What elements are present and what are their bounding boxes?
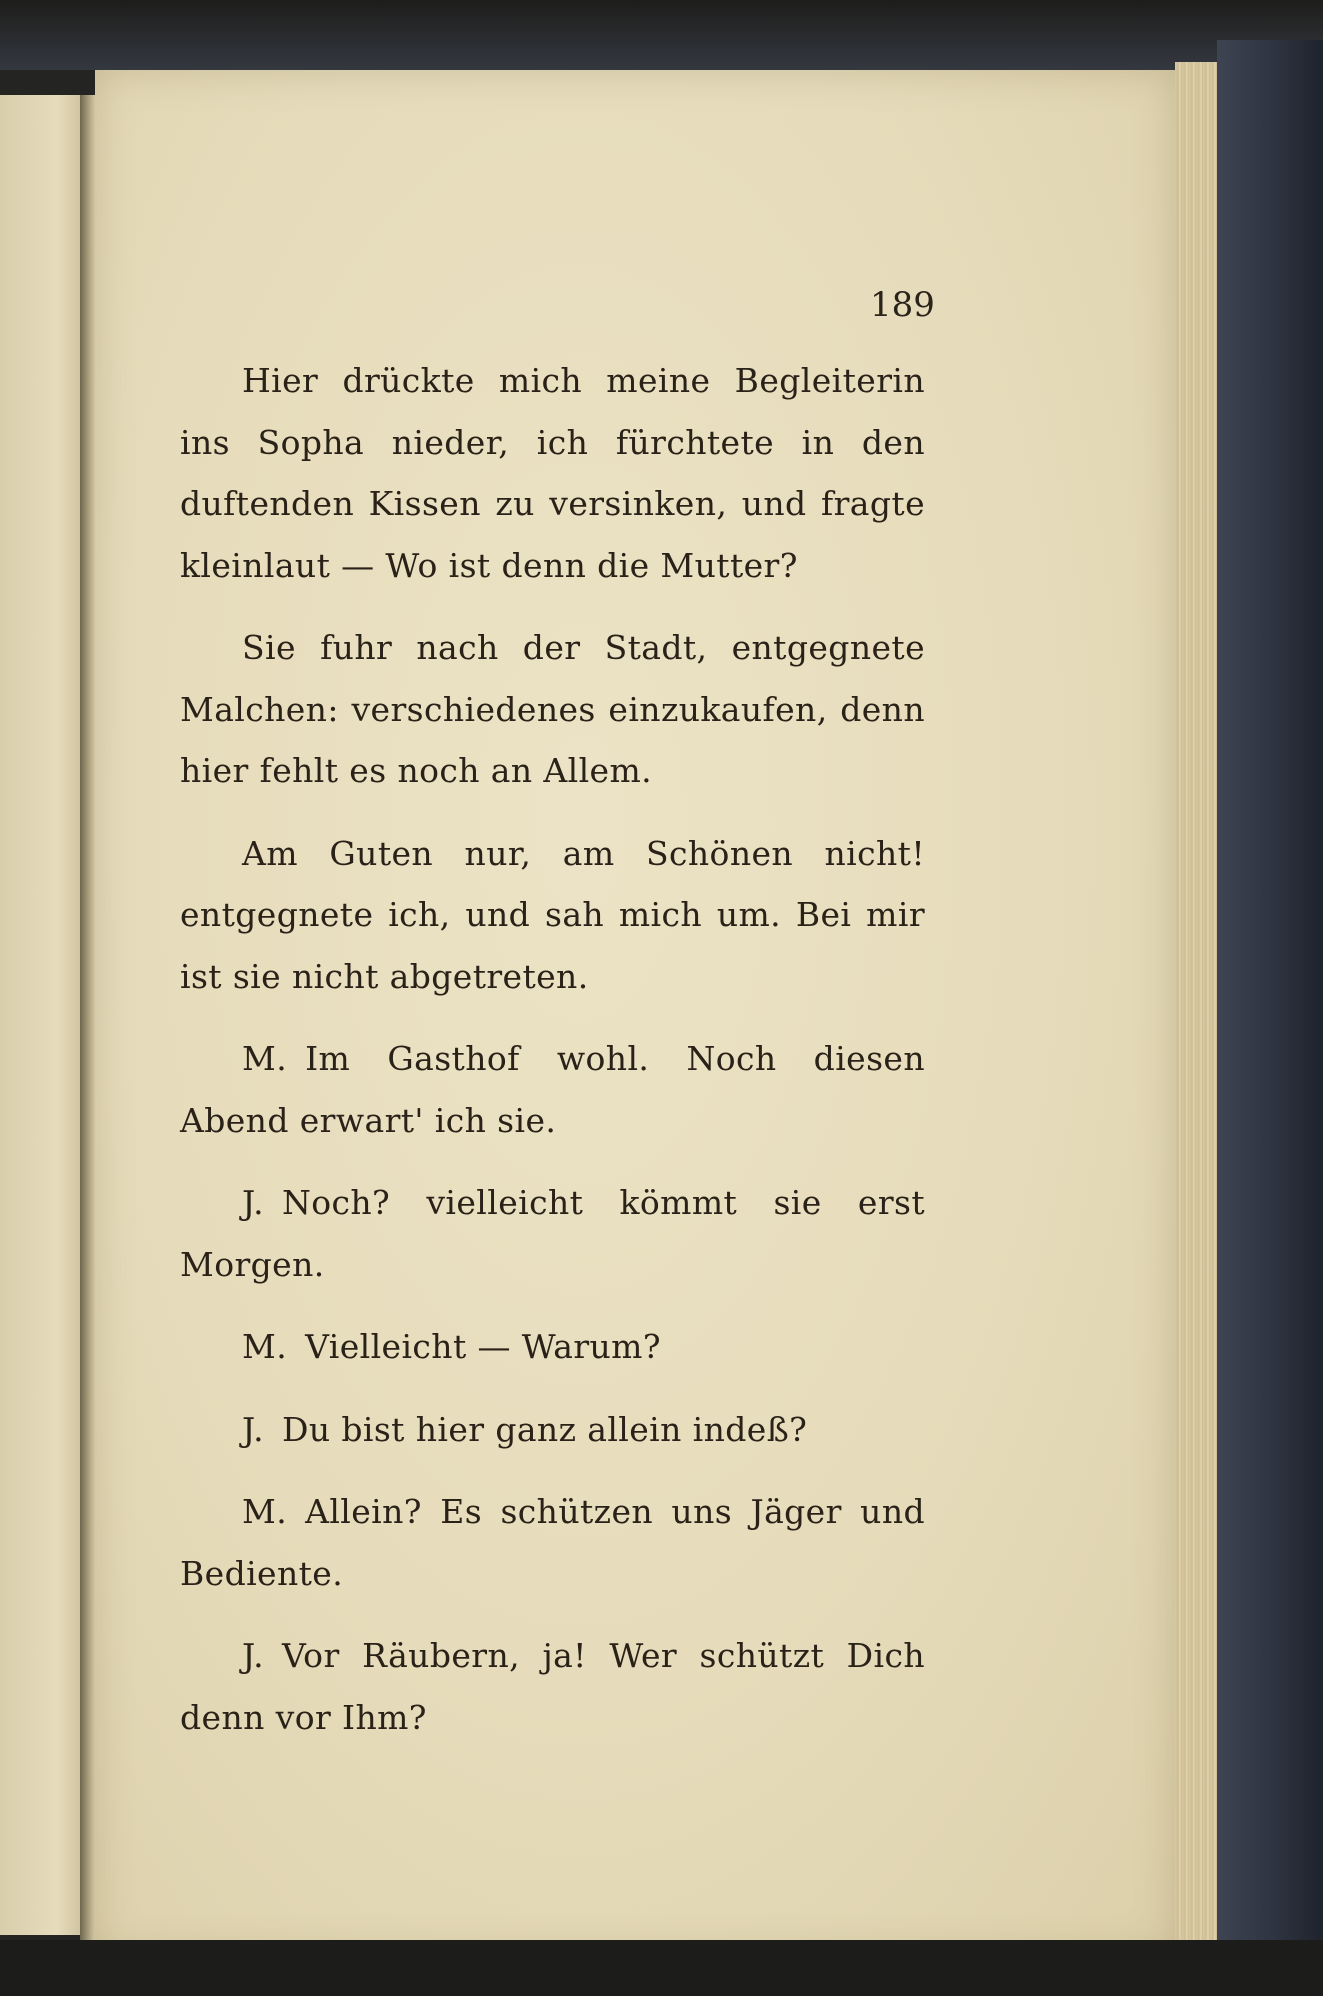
- dialogue-line-3: [180, 1316, 925, 1378]
- dialogue-line-4: [180, 1399, 925, 1461]
- paragraph-3: [180, 823, 925, 1008]
- dialogue-text: Vor Räubern, ja! Wer schützt Dich denn vor Ihm?: [180, 1636, 925, 1737]
- paragraph-1: [180, 350, 925, 596]
- speaker-label: J.: [242, 1409, 264, 1449]
- left-page-edge: [0, 95, 84, 1935]
- dialogue-line-1: [180, 1028, 925, 1151]
- dialogue-text: Noch? vielleicht kömmt sie erst Morgen.: [180, 1183, 925, 1284]
- dialogue-line-5: [180, 1481, 925, 1604]
- speaker-label: J.: [242, 1183, 264, 1222]
- paragraph-text: Sie fuhr nach der Stadt, entgegnete Malchen: verschiedenes einzukaufen, denn hier fehlt es noch an Allem.: [180, 628, 925, 790]
- paragraph-text: Am Guten nur, am Schönen nicht! entgegnete ich, und sah mich um. Bei mir ist sie nicht abgetreten.: [180, 833, 925, 996]
- dialogue-line-2: [180, 1172, 925, 1295]
- speaker-label: M.: [242, 1327, 288, 1366]
- dialogue-line-6: [180, 1625, 925, 1748]
- speaker-label: M.: [242, 1492, 288, 1531]
- book-cover-top: [0, 0, 1323, 70]
- book-cover-right: [1217, 40, 1323, 1996]
- paragraph-text: Hier drückte mich meine Begleiterin ins Sopha nieder, ich fürchtete in den duftenden Kissen zu versinken, und fragte kleinlaut — Wo ist denn die Mutter?: [180, 361, 925, 585]
- dialogue-text: Du bist hier ganz allein indeß?: [281, 1409, 808, 1449]
- dialogue-text: Vielleicht — Warum?: [305, 1327, 661, 1366]
- speaker-label: J.: [242, 1636, 264, 1675]
- page-number: 189: [870, 285, 935, 325]
- speaker-label: M.: [242, 1039, 288, 1078]
- dialogue-text: Allein? Es schützen uns Jäger und Bediente.: [180, 1492, 925, 1593]
- page-text: [180, 350, 925, 1769]
- book-cover-bottom: [0, 1940, 1323, 1996]
- page-edges: [1175, 62, 1220, 1962]
- dialogue-text: Im Gasthof wohl. Noch diesen Abend erwart' ich sie.: [180, 1039, 925, 1140]
- paragraph-2: [180, 617, 925, 802]
